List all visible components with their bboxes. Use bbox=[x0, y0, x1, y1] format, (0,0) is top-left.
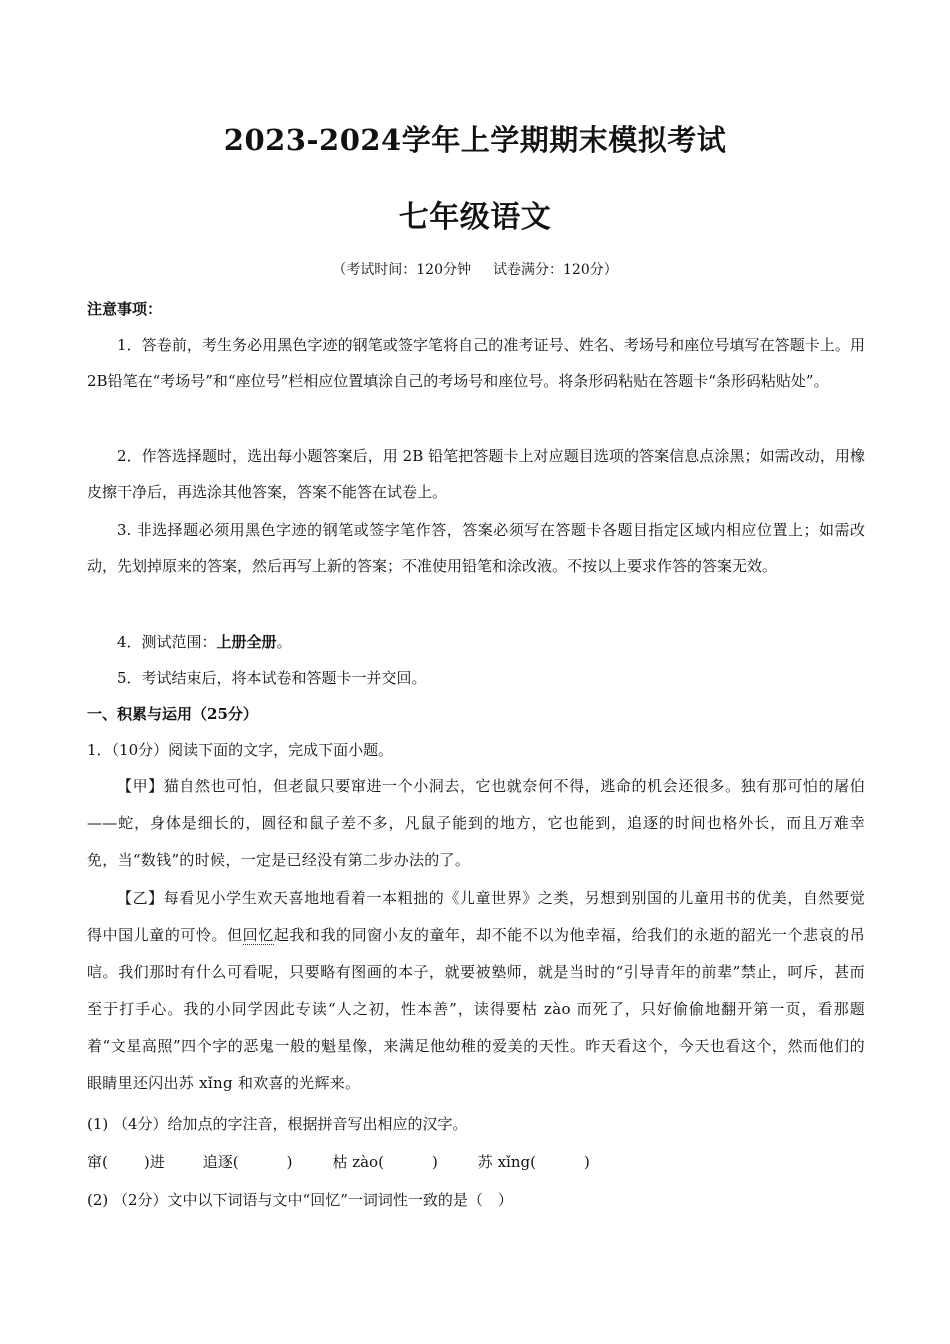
fill-zao-close: ) bbox=[431, 1153, 438, 1171]
fill-cuan-close: )进 bbox=[143, 1153, 165, 1171]
notice-item-5: 5．考试结束后，将本试卷和答题卡一并交回。 bbox=[117, 669, 427, 687]
section-1-heading: 一、积累与运用（25分） bbox=[87, 705, 258, 723]
notice-item-2: 2．作答选择题时，选出每小题答案后，用 2B 铅笔把答题卡上对应题目选项的答案信息点涂黑；如需改动，用橡皮擦干净后，再选涂其他答案，答案不能答在试卷上。 bbox=[87, 447, 865, 501]
notice-heading: 注意事项： bbox=[87, 300, 163, 318]
notice-item-1: 1．答卷前，考生务必用黑色字迹的钢笔或签字笔将自己的准考证号、姓名、考场号和座位号填写在答题卡上。用2B铅笔在“考场号”和“座位号”栏相应位置填涂自己的考场号和座位号。将条形码粘贴在答题卡“条形码粘贴处”。 bbox=[87, 336, 865, 390]
fill-zao-open: 枯 zào( bbox=[332, 1153, 384, 1171]
question-1: 1．（10分）阅读下面的文字，完成下面小题。 bbox=[87, 741, 394, 759]
exam-time: （考试时间：120分钟 bbox=[332, 262, 471, 278]
fill-zhu-close: ) bbox=[286, 1153, 293, 1171]
exam-title: 2023-2024学年上学期期末模拟考试 bbox=[223, 123, 727, 157]
notice-item-3: 3. 非选择题必须用黑色字迹的钢笔或签字笔作答，答案必须写在答题卡各题目指定区域内相应位置上；如需改动，先划掉原来的答案，然后再写上新的答案；不准使用铅笔和涂改液。不按以上要求作答的答案无效。 bbox=[87, 521, 865, 575]
exam-subtitle: 七年级语文 bbox=[398, 200, 552, 235]
notice-item-4-scope: 上册全册 bbox=[216, 633, 277, 651]
fill-cuan-open: 窜( bbox=[87, 1153, 108, 1171]
exam-info bbox=[0, 259, 950, 279]
notice-item-4-prefix: 4．测试范围： bbox=[117, 633, 217, 651]
notice-item-4-suffix: 。 bbox=[276, 633, 292, 651]
fill-xing-close: ) bbox=[583, 1153, 590, 1171]
fill-in-line bbox=[87, 1144, 865, 1180]
fill-zhu-open: 追逐( bbox=[202, 1153, 239, 1171]
sub-question-2: (2) （2分）文中以下词语与文中“回忆”一词词性一致的是（ ） bbox=[87, 1191, 513, 1209]
fill-xing-open: 苏 xǐng( bbox=[477, 1153, 536, 1171]
notice-item-4 bbox=[87, 624, 865, 660]
passage-yi-part-b: 起我和我的同窗小友的童年，却不能不以为他幸福，给我们的永逝的韶光一个悲哀的吊唁。我们那时有什么可看呢，只要略有图画的本子，就要被塾师，就是当时的“引导青年的前辈”禁止，呵斥，甚而至于打手心。我的小同学因此专读“人之初，性本善”，读得要枯 zào 而死了，只好偷偷地翻开第一页，看那题着“文星高照”四个字的恶鬼一般的魁星像，来满足他幼稚的爱美的天性。昨天看这个，今天也看这个，然而他们的眼睛里还闪出苏 xǐng 和欢喜的光辉来。 bbox=[87, 926, 865, 1092]
full-score: 试卷满分：120分） bbox=[493, 262, 618, 278]
passage-yi-dotted-word: 回忆 bbox=[242, 926, 274, 944]
passage-yi-part-a: 【乙】每看见小学生欢天喜地地看着一本粗拙的《儿童世界》之类，另想到别国的儿童用书的优美，自然要觉得中国儿童的可怜。但 bbox=[87, 889, 865, 944]
passage-jia: 【甲】猫自然也可怕，但老鼠只要窜进一个小洞去，它也就奈何不得，逃命的机会还很多。独有那可怕的屠伯——蛇，身体是细长的，圆径和鼠子差不多，凡鼠子能到的地方，它也能到，追逐的时间也格外长，而且万难幸免，当“数钱”的时候，一定是已经没有第二步办法的了。 bbox=[87, 777, 865, 869]
passage-yi bbox=[87, 880, 865, 1102]
sub-question-1: (1) （4分）给加点的字注音，根据拼音写出相应的汉字。 bbox=[87, 1115, 468, 1133]
